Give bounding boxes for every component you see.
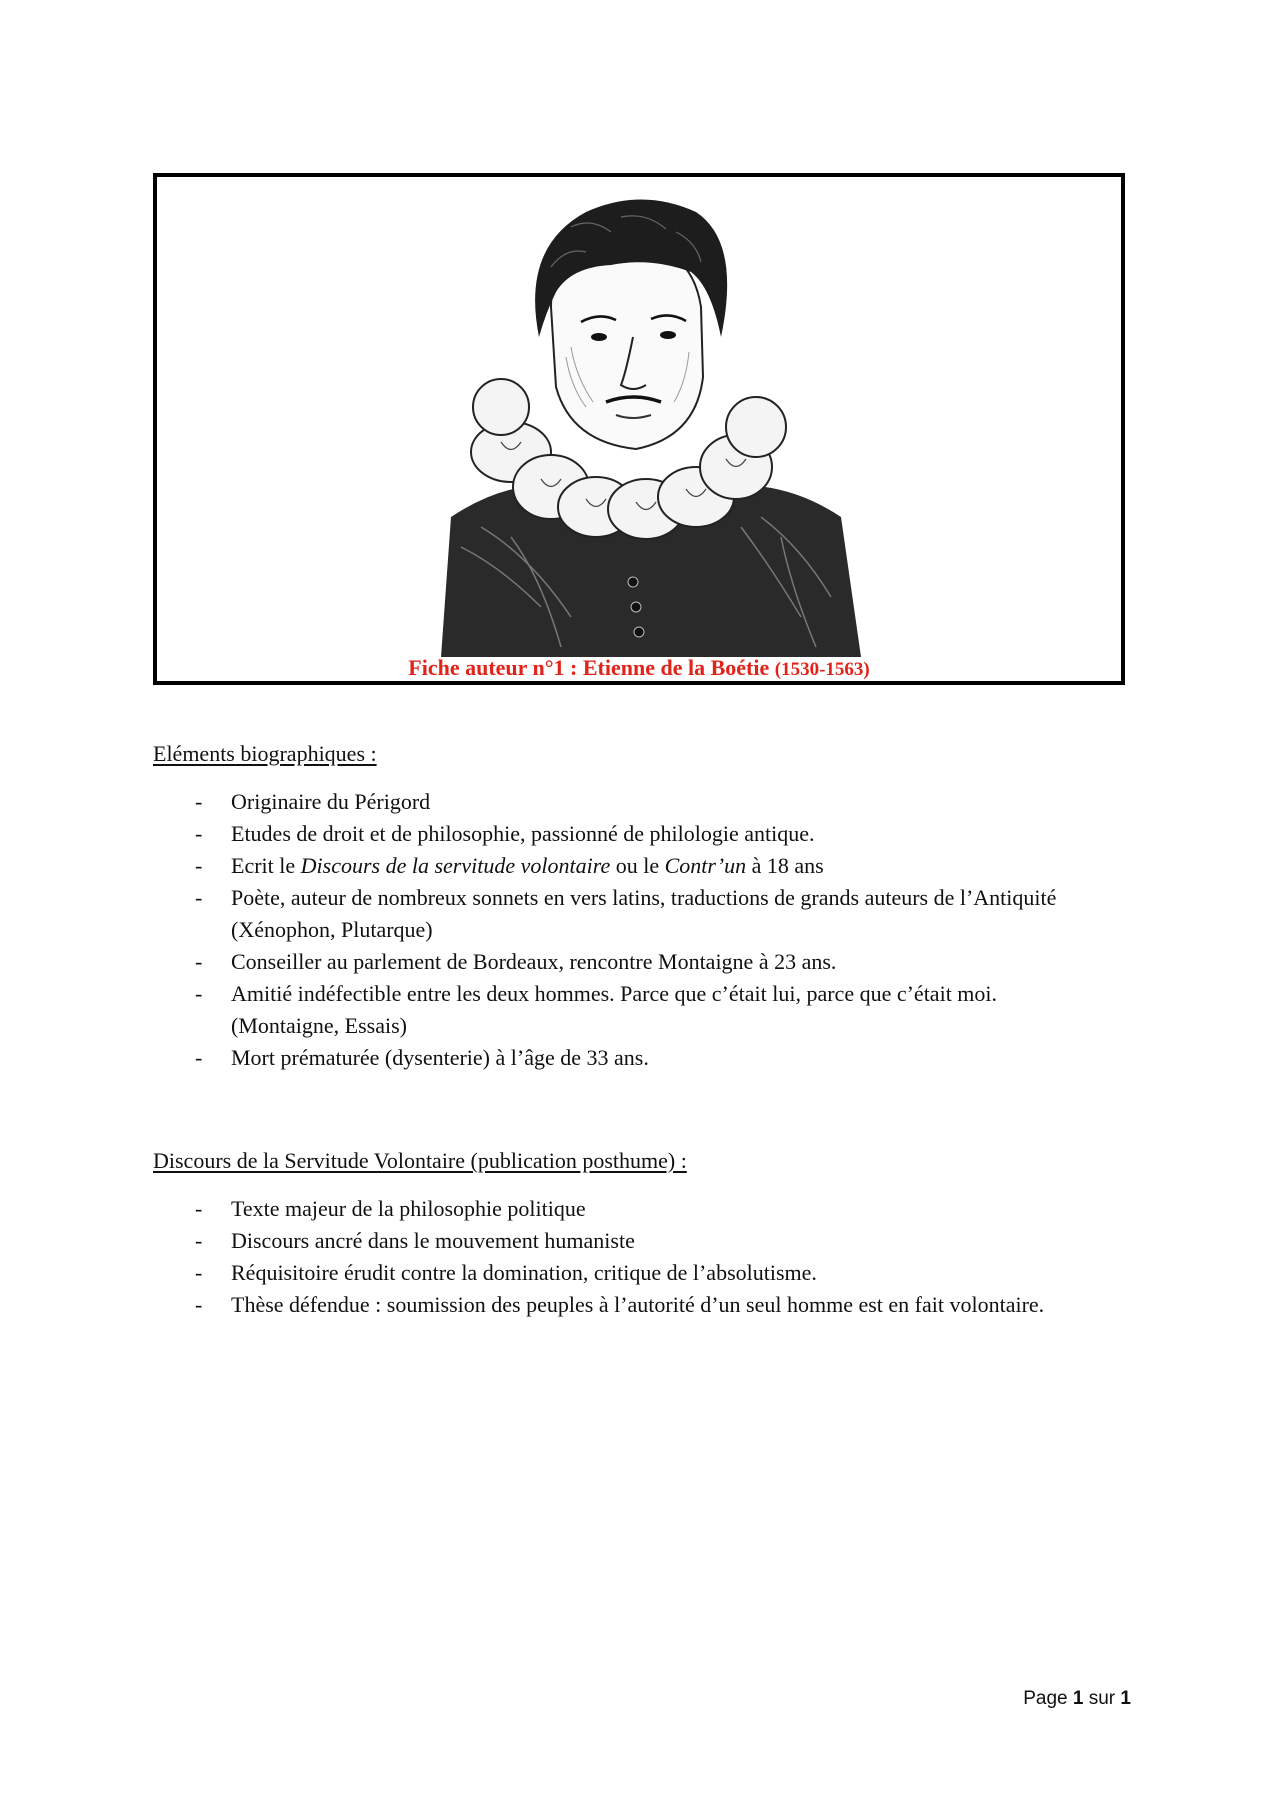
list-item: - Discours ancré dans le mouvement humaniste xyxy=(153,1225,1093,1257)
list-item: - Mort prématurée (dysenterie) à l’âge de 33 ans. xyxy=(153,1042,1093,1074)
page-label: Page xyxy=(1023,1688,1068,1709)
caption-dates: (1530-1563) xyxy=(774,659,870,680)
total-pages: 1 xyxy=(1120,1688,1131,1709)
list-dash: - xyxy=(195,789,203,814)
of-label: sur xyxy=(1088,1688,1116,1709)
list-item: - Thèse défendue : soumission des peuples à l’autorité d’un seul homme est en fait volontaire. xyxy=(153,1289,1093,1321)
list-item: - Texte majeur de la philosophie politique xyxy=(153,1193,1093,1225)
list-dash: - xyxy=(195,1228,203,1253)
discours-heading: Discours de la Servitude Volontaire (publication posthume) : xyxy=(153,1148,687,1173)
list-dash: - xyxy=(195,949,203,974)
list-dash: - xyxy=(195,1196,203,1221)
book-title: Discours de la servitude volontaire xyxy=(300,853,611,878)
list-item: - Ecrit le Discours de la servitude volontaire ou le Contr’un à 18 ans xyxy=(153,850,1093,882)
caption-title: Fiche auteur n°1 : Etienne de la Boétie xyxy=(408,655,770,680)
list-item: - Originaire du Périgord xyxy=(153,786,1093,818)
list-item: - Amitié indéfectible entre les deux hommes. Parce que c’était lui, parce que c’était moi. (Montaigne, Essais) xyxy=(153,978,1093,1042)
biography-heading: Eléments biographiques : xyxy=(153,741,377,766)
book-alt-title: Contr’un xyxy=(664,853,747,878)
list-item: - Poète, auteur de nombreux sonnets en vers latins, traductions de grands auteurs de l’Antiquité (Xénophon, Plutarque) xyxy=(153,882,1093,946)
list-item: - Conseiller au parlement de Bordeaux, rencontre Montaigne à 23 ans. xyxy=(153,946,1093,978)
portrait-caption xyxy=(157,655,1121,683)
list-dash: - xyxy=(195,1260,203,1285)
list-item: - Réquisitoire érudit contre la domination, critique de l’absolutisme. xyxy=(153,1257,1093,1289)
page-number: 1 xyxy=(1072,1688,1084,1709)
page-footer xyxy=(1023,1688,1131,1710)
discours-list xyxy=(153,1193,1093,1321)
biography-list xyxy=(153,786,1093,1074)
list-dash: - xyxy=(195,1045,203,1070)
portrait-illustration xyxy=(421,187,861,657)
portrait-frame xyxy=(153,173,1125,685)
list-item: - Etudes de droit et de philosophie, passionné de philologie antique. xyxy=(153,818,1093,850)
list-dash: - xyxy=(195,821,203,846)
list-dash: - xyxy=(195,981,203,1006)
list-dash: - xyxy=(195,885,203,910)
list-dash: - xyxy=(195,1292,203,1317)
list-dash: - xyxy=(195,853,203,878)
